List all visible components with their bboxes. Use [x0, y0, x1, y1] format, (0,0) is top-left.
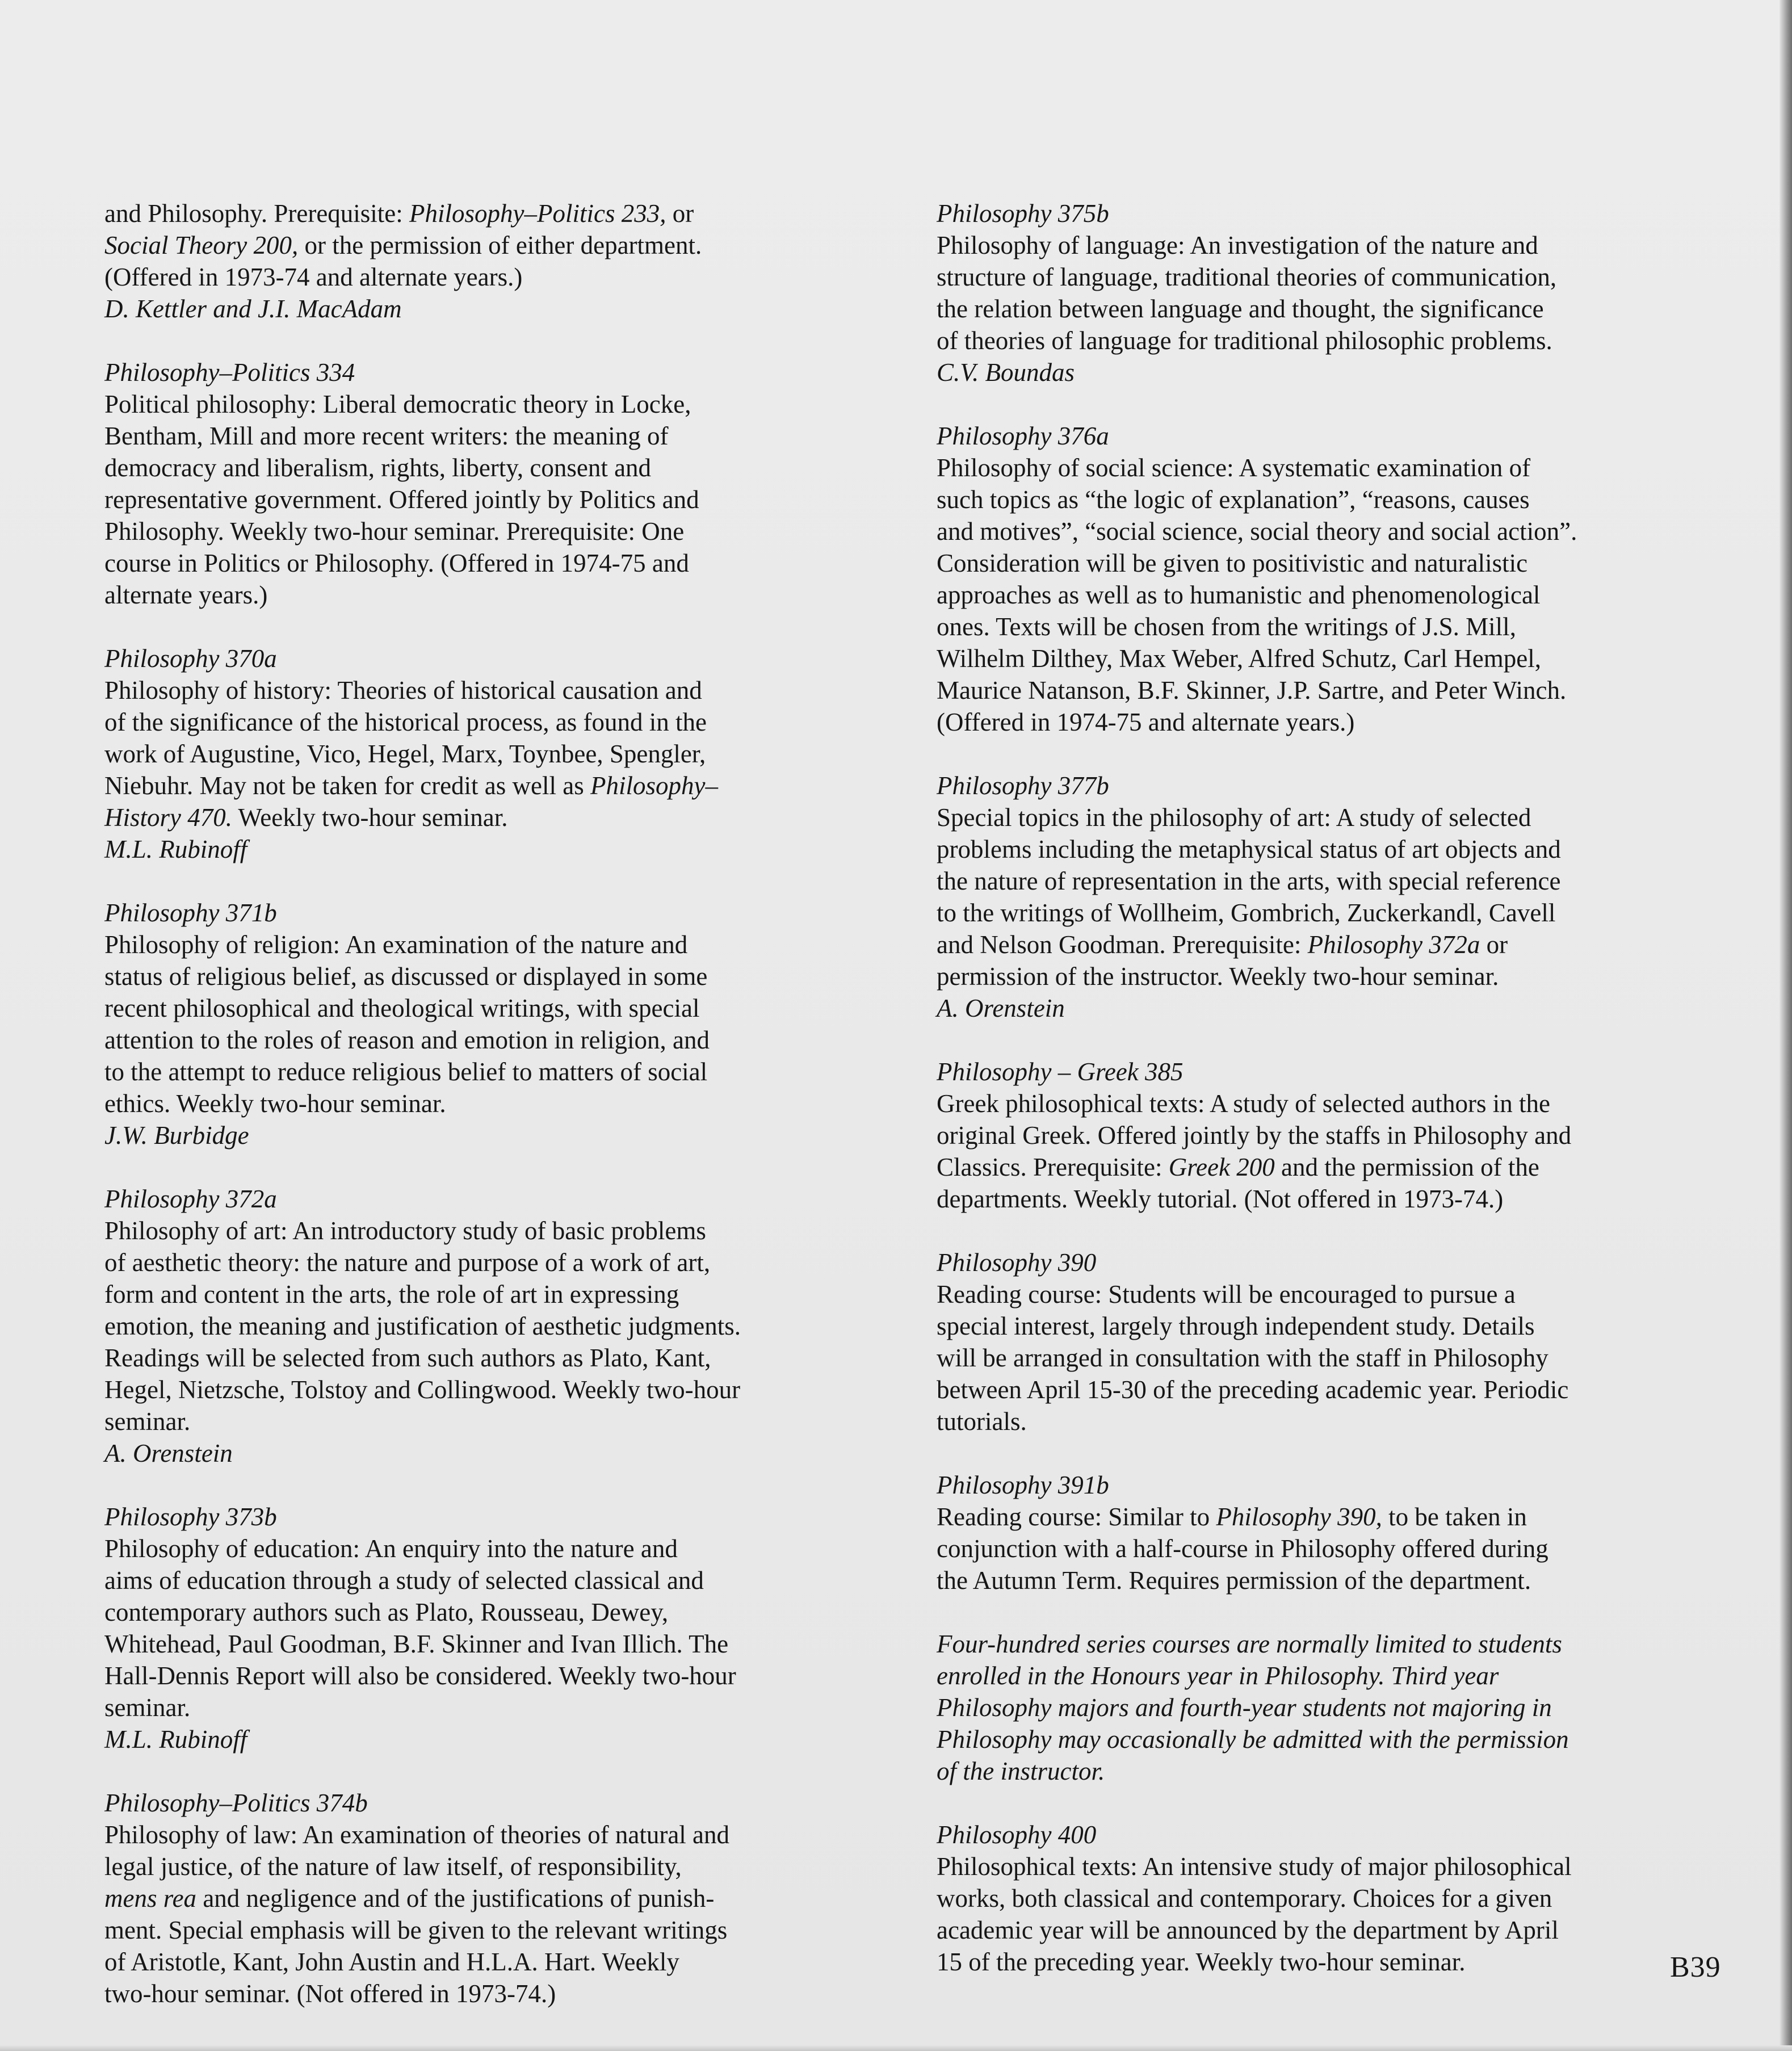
text-run: Consideration will be given to positivistic and naturalistic: [937, 549, 1528, 577]
text-run: ment. Special emphasis will be given to the relevant writings: [104, 1916, 728, 1944]
text-run: Maurice Natanson, B.F. Skinner, J.P. Sartre, and Peter Winch.: [937, 676, 1567, 704]
text-run: legal justice, of the nature of law itself, of responsibility,: [104, 1852, 682, 1881]
text-run: such topics as “the logic of explanation”, “reasons, causes: [937, 485, 1530, 514]
course-code: Philosophy–Politics 374b: [104, 1789, 368, 1817]
page-number: B39: [1670, 1951, 1721, 1983]
text-run: permission of the instructor. Weekly two-hour seminar.: [937, 962, 1499, 991]
italic-reference: Philosophy 390,: [1216, 1503, 1382, 1531]
page-edge-shadow: [1780, 0, 1792, 2051]
text-run: special interest, largely through independent study. Details: [937, 1312, 1535, 1340]
course-code: Philosophy 400: [937, 1821, 1097, 1849]
text-line: [937, 929, 1726, 961]
italic-reference: enrolled in the Honours year in Philosophy. Third year: [937, 1662, 1499, 1690]
course-instructor: C.V. Boundas: [937, 358, 1075, 387]
text-run: 15 of the preceding year. Weekly two-hour seminar.: [937, 1948, 1466, 1976]
course-description: [104, 674, 910, 833]
text-line: [104, 1024, 910, 1056]
text-run: (Offered in 1973-74 and alternate years.): [104, 263, 523, 291]
text-line: [937, 1183, 1726, 1215]
text-line: [104, 1374, 910, 1406]
text-line: [104, 706, 910, 738]
text-run: the nature of representation in the arts, with special reference: [937, 867, 1561, 895]
text-run: Philosophy. Weekly two-hour seminar. Prerequisite: One: [104, 517, 685, 546]
text-run: representative government. Offered jointly by Politics and: [104, 485, 699, 514]
text-run: works, both classical and contemporary. Choices for a given: [937, 1884, 1552, 1912]
text-line: [937, 1946, 1726, 1978]
text-line: [937, 1278, 1726, 1310]
text-run: ethics. Weekly two-hour seminar.: [104, 1089, 446, 1118]
text-run: of aesthetic theory: the nature and purpose of a work of art,: [104, 1248, 711, 1277]
text-line: [937, 1882, 1726, 1914]
text-run: tutorials.: [937, 1407, 1027, 1436]
text-run: aims of education through a study of selected classical and: [104, 1566, 704, 1595]
text-line: [937, 897, 1726, 929]
text-line: [937, 1851, 1726, 1882]
course-code: Philosophy 376a: [937, 422, 1109, 450]
course-entry: [937, 420, 1726, 738]
text-line: [104, 1565, 910, 1596]
text-run: Philosophy of education: An enquiry into the nature and: [104, 1534, 678, 1563]
text-line: [104, 1692, 910, 1723]
text-line: [104, 1851, 910, 1882]
text-line: [104, 802, 910, 833]
course-entry: [104, 1501, 910, 1755]
text-line: [937, 484, 1726, 515]
course-description: [104, 198, 910, 293]
course-code: Philosophy–Politics 334: [104, 358, 355, 387]
text-line: [104, 1088, 910, 1119]
text-run: Special topics in the philosophy of art: A study of selected: [937, 803, 1531, 832]
course-code: Philosophy 371b: [104, 899, 277, 927]
text-line: [937, 802, 1726, 833]
text-run: of theories of language for traditional philosophic problems.: [937, 326, 1552, 355]
text-run: of the significance of the historical process, as found in the: [104, 708, 707, 736]
text-line: [104, 674, 910, 706]
text-line: [937, 1692, 1726, 1723]
course-entry: [104, 1787, 910, 2010]
course-code: Philosophy 377b: [937, 771, 1109, 800]
text-line: [104, 1278, 910, 1310]
text-line: [104, 1056, 910, 1088]
text-run: (Offered in 1974-75 and alternate years.): [937, 708, 1355, 736]
course-description: [104, 929, 910, 1119]
italic-reference: Philosophy may occasionally be admitted with the permission: [937, 1725, 1569, 1754]
text-run: academic year will be announced by the department by April: [937, 1916, 1559, 1944]
text-line: [937, 1119, 1726, 1151]
text-run: ones. Texts will be chosen from the writings of J.S. Mill,: [937, 613, 1516, 641]
text-line: [937, 1628, 1726, 1660]
text-run: and negligence and of the justifications of punish-: [196, 1884, 715, 1912]
course-instructor: A. Orenstein: [104, 1439, 233, 1467]
text-line: [937, 1342, 1726, 1374]
text-run: and motives”, “social science, social theory and social action”.: [937, 517, 1577, 546]
text-line: [104, 420, 910, 452]
text-run: of Aristotle, Kant, John Austin and H.L.A. Hart. Weekly: [104, 1948, 679, 1976]
course-entry: [104, 198, 910, 325]
course-description: [937, 802, 1726, 992]
text-line: [937, 261, 1726, 293]
text-line: [104, 388, 910, 420]
text-line: [937, 325, 1726, 356]
text-line: [104, 1406, 910, 1437]
text-run: original Greek. Offered jointly by the staffs in Philosophy and: [937, 1121, 1572, 1150]
italic-reference: Philosophy majors and fourth-year students not majoring in: [937, 1693, 1552, 1722]
text-run: Reading course: Students will be encouraged to pursue a: [937, 1280, 1516, 1308]
right-column: [937, 198, 1726, 2010]
italic-reference: Philosophy–: [590, 771, 718, 800]
text-line: [937, 1374, 1726, 1406]
course-entry: [937, 1819, 1726, 1978]
text-line: [937, 961, 1726, 992]
text-line: [104, 547, 910, 579]
text-run: Whitehead, Paul Goodman, B.F. Skinner and Ivan Illich. The: [104, 1630, 729, 1658]
text-line: [104, 1660, 910, 1692]
italic-reference: of the instructor.: [937, 1757, 1105, 1785]
text-run: to the writings of Wollheim, Gombrich, Zuckerkandl, Cavell: [937, 899, 1556, 927]
text-line: [104, 1914, 910, 1946]
course-instructor: A. Orenstein: [937, 994, 1065, 1022]
text-run: form and content in the arts, the role of art in expressing: [104, 1280, 679, 1308]
text-run: problems including the metaphysical status of art objects and: [937, 835, 1561, 863]
text-line: [104, 484, 910, 515]
text-line: [104, 579, 910, 611]
text-run: approaches as well as to humanistic and phenomenological: [937, 581, 1541, 609]
text-run: Bentham, Mill and more recent writers: the meaning of: [104, 422, 669, 450]
text-run: or the permission of either department.: [298, 231, 702, 259]
course-instructor: M.L. Rubinoff: [104, 1725, 247, 1754]
text-run: alternate years.): [104, 581, 268, 609]
text-run: recent philosophical and theological writings, with special: [104, 994, 700, 1022]
course-description: [104, 1533, 910, 1723]
text-run: Philosophy of law: An examination of theories of natural and: [104, 1821, 730, 1849]
text-line: [104, 992, 910, 1024]
text-line: [937, 515, 1726, 547]
course-code: Philosophy 372a: [104, 1185, 277, 1213]
italic-reference: History 470.: [104, 803, 232, 832]
text-line: [937, 865, 1726, 897]
course-code: Philosophy – Greek 385: [937, 1058, 1184, 1086]
italic-reference: Philosophy 372a: [1307, 930, 1480, 959]
text-run: Philosophical texts: An intensive study of major philosophical: [937, 1852, 1572, 1881]
text-line: [104, 1882, 910, 1914]
series-note: [937, 1628, 1726, 1787]
italic-reference: Philosophy–Politics 233,: [409, 199, 666, 228]
text-line: [104, 198, 910, 229]
text-run: or: [666, 199, 694, 228]
text-line: [937, 674, 1726, 706]
text-line: [104, 738, 910, 770]
course-code: Philosophy 391b: [937, 1471, 1109, 1499]
text-line: [937, 706, 1726, 738]
text-run: between April 15-30 of the preceding academic year. Periodic: [937, 1375, 1569, 1404]
text-run: Philosophy of social science: A systematic examination of: [937, 454, 1531, 482]
text-line: [104, 770, 910, 802]
text-line: [104, 929, 910, 961]
italic-reference: Four-hundred series courses are normally limited to students: [937, 1630, 1562, 1658]
text-run: Political philosophy: Liberal democratic theory in Locke,: [104, 390, 691, 418]
text-run: the relation between language and thought, the significance: [937, 295, 1544, 323]
text-run: Philosophy of language: An investigation of the nature and: [937, 231, 1538, 259]
page-bottom-edge: [0, 2045, 1792, 2051]
text-run: Reading course: Similar to: [937, 1503, 1216, 1531]
text-run: Classics. Prerequisite:: [937, 1153, 1169, 1181]
text-line: [937, 1755, 1726, 1787]
text-line: [937, 1088, 1726, 1119]
course-entry: [937, 1247, 1726, 1437]
course-entry: [104, 356, 910, 611]
text-line: [104, 1596, 910, 1628]
italic-reference: Social Theory 200,: [104, 231, 299, 259]
course-code: Philosophy 373b: [104, 1503, 277, 1531]
text-run: and Nelson Goodman. Prerequisite:: [937, 930, 1308, 959]
text-line: [104, 452, 910, 484]
text-line: [937, 1565, 1726, 1596]
text-line: [104, 261, 910, 293]
text-line: [937, 1151, 1726, 1183]
course-code: Philosophy 375b: [937, 199, 1109, 228]
text-line: [937, 229, 1726, 261]
text-line: [104, 1310, 910, 1342]
text-run: Weekly two-hour seminar.: [232, 803, 508, 832]
text-run: and Philosophy. Prerequisite:: [104, 199, 410, 228]
course-description: [104, 388, 910, 611]
course-entry: [104, 643, 910, 865]
course-instructor: J.W. Burbidge: [104, 1121, 249, 1150]
text-line: [937, 1723, 1726, 1755]
text-line: [104, 1342, 910, 1374]
text-line: [937, 1660, 1726, 1692]
text-line: [937, 643, 1726, 674]
text-line: [937, 611, 1726, 643]
text-run: will be arranged in consultation with the staff in Philosophy: [937, 1344, 1548, 1372]
course-description: [937, 1278, 1726, 1437]
text-line: [104, 1628, 910, 1660]
course-description: [104, 1819, 910, 2010]
course-entry: [104, 897, 910, 1151]
course-entry: [937, 1056, 1726, 1215]
text-run: course in Politics or Philosophy. (Offered in 1974-75 and: [104, 549, 689, 577]
course-description: [937, 1088, 1726, 1215]
italic-reference: Greek 200: [1168, 1153, 1275, 1181]
text-run: attention to the roles of reason and emotion in religion, and: [104, 1026, 710, 1054]
text-run: Readings will be selected from such authors as Plato, Kant,: [104, 1344, 711, 1372]
course-entry: [937, 1469, 1726, 1596]
note-text: [937, 1628, 1726, 1787]
text-run: contemporary authors such as Plato, Rousseau, Dewey,: [104, 1598, 669, 1626]
course-description: [937, 1501, 1726, 1596]
text-run: to be taken in: [1382, 1503, 1527, 1531]
left-column: [104, 198, 910, 2041]
course-instructor: M.L. Rubinoff: [104, 835, 247, 863]
course-description: [937, 229, 1726, 356]
text-line: [104, 1247, 910, 1278]
text-run: structure of language, traditional theories of communication,: [937, 263, 1557, 291]
text-run: emotion, the meaning and justification of aesthetic judgments.: [104, 1312, 741, 1340]
text-run: or: [1480, 930, 1508, 959]
text-run: Hegel, Nietzsche, Tolstoy and Collingwood. Weekly two-hour: [104, 1375, 741, 1404]
text-run: status of religious belief, as discussed or displayed in some: [104, 962, 708, 991]
text-line: [104, 1978, 910, 2010]
text-line: [104, 515, 910, 547]
course-entry: [937, 770, 1726, 1024]
course-code: Philosophy 370a: [104, 644, 277, 673]
course-description: [937, 1851, 1726, 1978]
italic-reference: mens rea: [104, 1884, 197, 1912]
text-run: Philosophy of art: An introductory study of basic problems: [104, 1217, 706, 1245]
course-entry: [937, 198, 1726, 388]
text-run: departments. Weekly tutorial. (Not offered in 1973-74.): [937, 1185, 1504, 1213]
course-code: Philosophy 390: [937, 1248, 1097, 1277]
text-line: [937, 1310, 1726, 1342]
text-line: [937, 1501, 1726, 1533]
text-line: [937, 579, 1726, 611]
text-run: conjunction with a half-course in Philosophy offered during: [937, 1534, 1548, 1563]
text-line: [937, 1406, 1726, 1437]
course-description: [937, 452, 1726, 738]
text-run: Philosophy of religion: An examination of the nature and: [104, 930, 688, 959]
text-line: [104, 961, 910, 992]
course-description: [104, 1215, 910, 1437]
text-run: and the permission of the: [1274, 1153, 1539, 1181]
text-run: two-hour seminar. (Not offered in 1973-74.): [104, 1979, 556, 2008]
text-line: [937, 452, 1726, 484]
text-line: [937, 1533, 1726, 1565]
text-line: [937, 293, 1726, 325]
text-line: [104, 229, 910, 261]
text-run: Hall-Dennis Report will also be considered. Weekly two-hour: [104, 1662, 736, 1690]
text-run: to the attempt to reduce religious belief to matters of social: [104, 1058, 708, 1086]
text-line: [937, 547, 1726, 579]
text-run: Wilhelm Dilthey, Max Weber, Alfred Schutz, Carl Hempel,: [937, 644, 1541, 673]
text-run: Philosophy of history: Theories of historical causation and: [104, 676, 702, 704]
text-line: [104, 1819, 910, 1851]
course-instructor: D. Kettler and J.I. MacAdam: [104, 295, 402, 323]
text-run: Greek philosophical texts: A study of selected authors in the: [937, 1089, 1551, 1118]
text-run: seminar.: [104, 1407, 191, 1436]
text-line: [104, 1533, 910, 1565]
text-run: seminar.: [104, 1693, 191, 1722]
text-run: the Autumn Term. Requires permission of the department.: [937, 1566, 1531, 1595]
text-line: [937, 833, 1726, 865]
text-run: Niebuhr. May not be taken for credit as well as: [104, 771, 590, 800]
course-entry: [104, 1183, 910, 1469]
text-line: [104, 1946, 910, 1978]
text-run: work of Augustine, Vico, Hegel, Marx, Toynbee, Spengler,: [104, 740, 706, 768]
text-run: democracy and liberalism, rights, liberty, consent and: [104, 454, 652, 482]
text-line: [937, 1914, 1726, 1946]
text-line: [104, 1215, 910, 1247]
